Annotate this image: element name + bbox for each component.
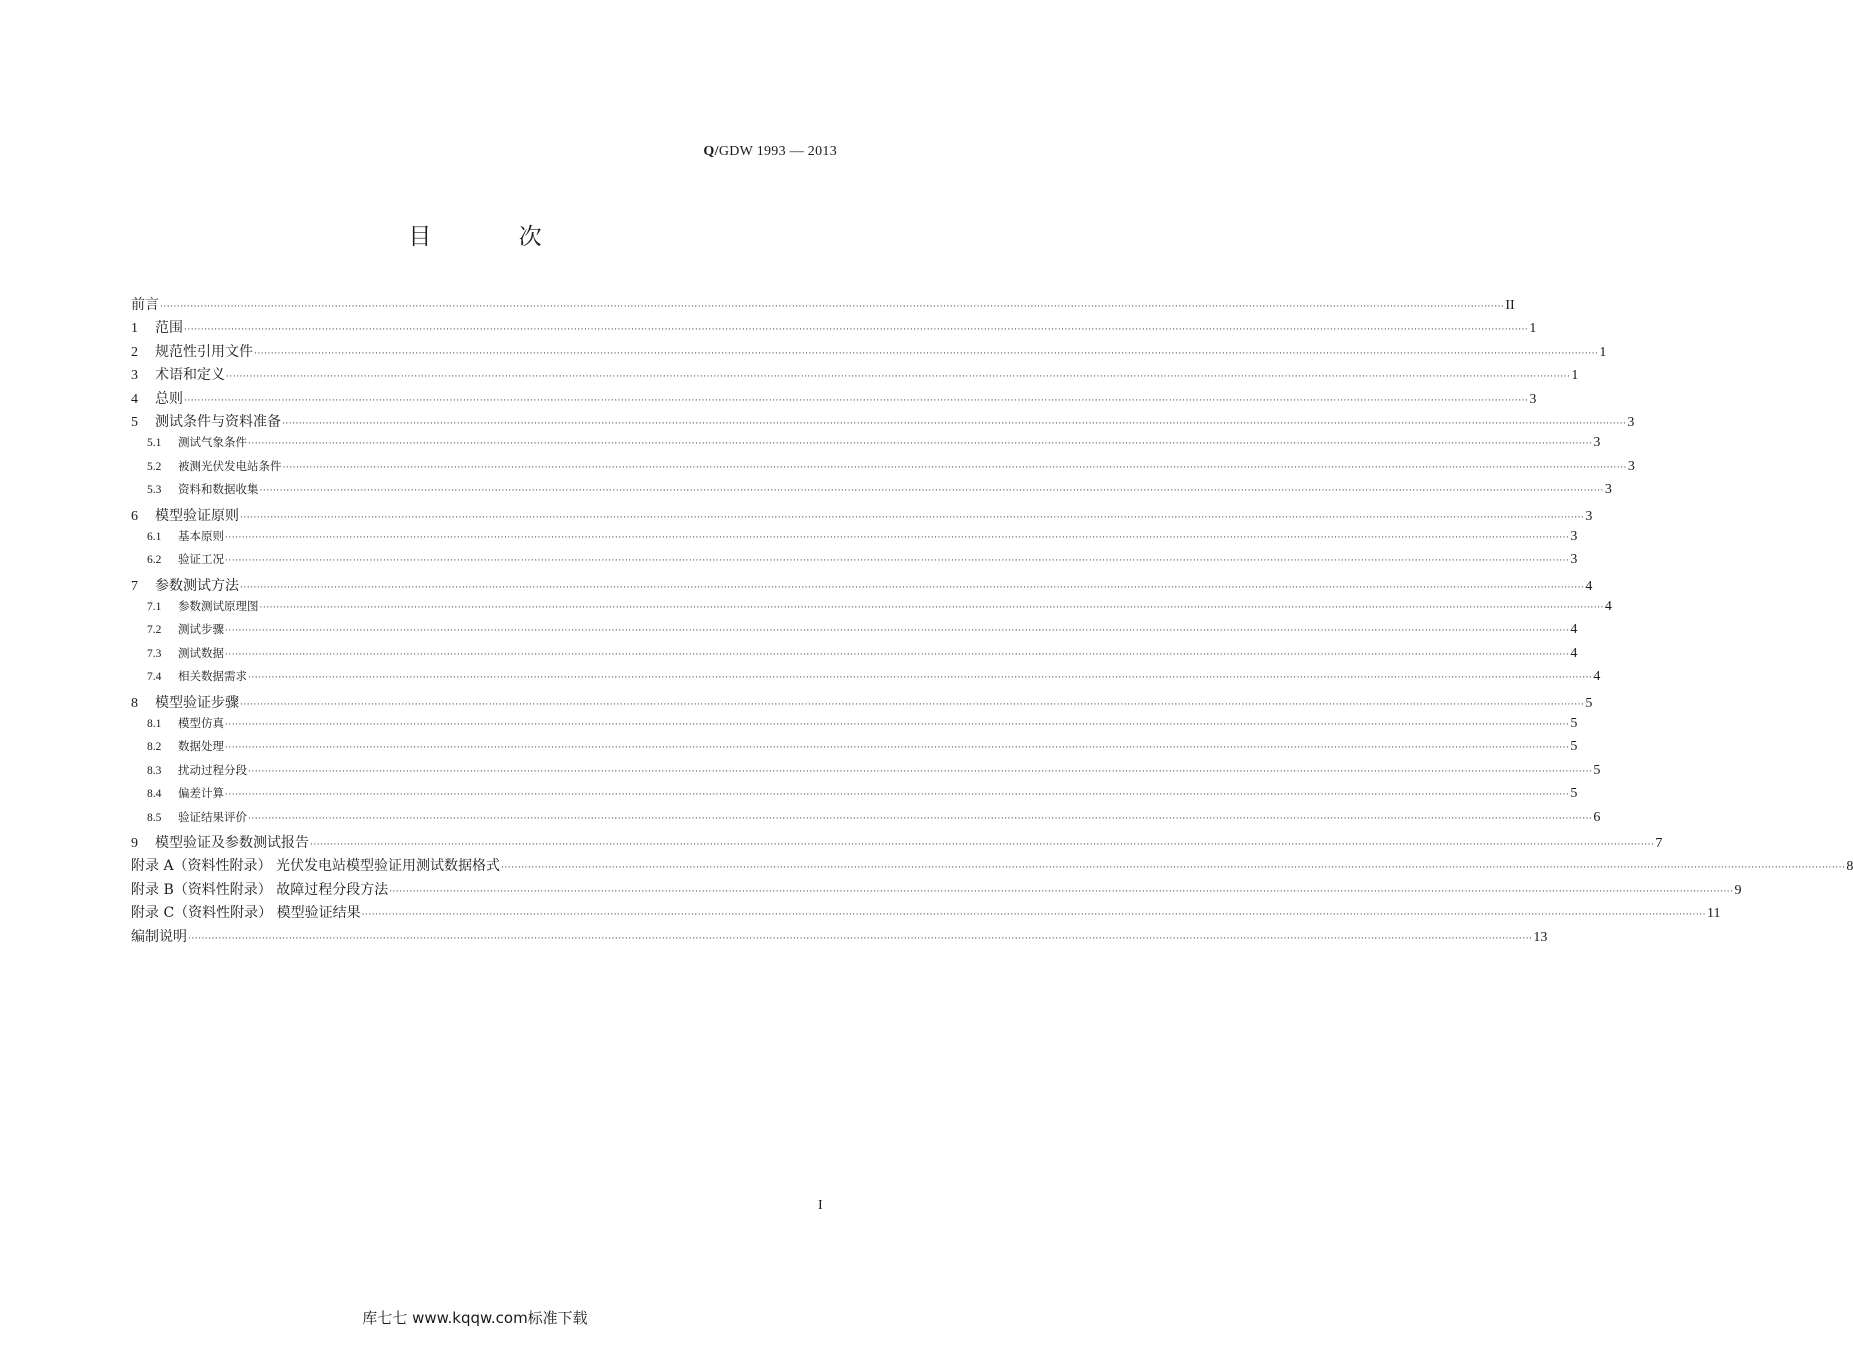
toc-leader-dots: ················································································································································································································································································································································································································ bbox=[361, 910, 1706, 921]
toc-entry[interactable] bbox=[131, 645, 1578, 668]
toc-entry-label bbox=[147, 645, 224, 661]
toc-entry-page: 4 bbox=[1585, 578, 1593, 594]
toc-leader-dots: ················································································································································································································································································································································································································ bbox=[310, 839, 1655, 850]
toc-entry[interactable] bbox=[131, 785, 1578, 808]
toc-entry-number: 5.2 bbox=[147, 460, 162, 473]
toc-entry-label bbox=[147, 762, 247, 778]
toc-entry-number: 7.4 bbox=[147, 671, 162, 684]
toc-entry-page: 3 bbox=[1529, 391, 1537, 407]
toc-entry-page: 4 bbox=[1570, 622, 1578, 638]
toc-entry-text: 模型验证及参数测试报告 bbox=[155, 834, 309, 851]
toc-entry-label bbox=[131, 294, 159, 314]
toc-entry-text: 资料和数据收集 bbox=[178, 482, 259, 497]
toc-entry-text: 前言 bbox=[131, 297, 159, 313]
toc-entry-label bbox=[131, 926, 187, 946]
toc-leader-dots: ················································································································································································································································································································································································································ bbox=[225, 649, 1570, 660]
document-code bbox=[703, 144, 837, 160]
toc-entry-text: 被测光伏发电站条件 bbox=[178, 458, 282, 473]
toc-entry-page: 5 bbox=[1593, 762, 1601, 778]
toc-leader-dots: ················································································································································································································································································································································································································ bbox=[225, 790, 1570, 801]
toc-entry-page: II bbox=[1505, 298, 1515, 313]
toc-leader-dots: ················································································································································································································································································································································································································ bbox=[226, 372, 1571, 383]
toc-entry-page: 1 bbox=[1571, 368, 1579, 384]
toc-entry-label bbox=[131, 341, 253, 361]
toc-entry-text: 模型验证步骤 bbox=[155, 694, 239, 711]
toc-entry[interactable] bbox=[131, 551, 1578, 574]
toc-entry-text: 扰动过程分段 bbox=[178, 762, 247, 777]
toc-entry-label bbox=[147, 785, 224, 801]
toc-entry-label bbox=[147, 481, 259, 497]
toc-entry[interactable] bbox=[131, 317, 1537, 340]
toc-entry-text: 参数测试方法 bbox=[155, 577, 239, 594]
toc-leader-dots: ················································································································································································································································································································································································································ bbox=[248, 439, 1593, 450]
toc-entry[interactable] bbox=[131, 902, 1721, 925]
toc-entry-number: 7.2 bbox=[147, 624, 162, 637]
toc-entry-number: 8.4 bbox=[147, 788, 162, 801]
toc-entry-text: 附录 C（资料性附录） 模型验证结果 bbox=[131, 905, 361, 922]
toc-entry-number: 5.1 bbox=[147, 437, 162, 450]
toc-entry-number: 8.1 bbox=[147, 718, 162, 731]
toc-entry-label bbox=[131, 364, 225, 384]
toc-entry-page: 13 bbox=[1533, 929, 1548, 945]
toc-entry-text: 偏差计算 bbox=[178, 786, 224, 801]
toc-entry-label bbox=[147, 809, 247, 825]
toc-entry-label bbox=[147, 715, 224, 731]
toc-entry-label bbox=[147, 551, 224, 567]
toc-entry-number: 8 bbox=[131, 695, 138, 711]
toc-entry-page: 3 bbox=[1604, 482, 1612, 498]
toc-entry-text: 相关数据需求 bbox=[178, 669, 247, 684]
toc-entry-label bbox=[131, 411, 281, 431]
toc-leader-dots: ················································································································································································································································································································································································································ bbox=[240, 699, 1585, 710]
toc-entry-text: 验证工况 bbox=[178, 552, 224, 567]
toc-entry-page: 3 bbox=[1570, 552, 1578, 568]
toc-leader-dots: ················································································································································································································································································································································································································ bbox=[240, 512, 1585, 523]
toc-leader-dots: ················································································································································································································································································································································································································ bbox=[225, 532, 1570, 543]
table-of-contents bbox=[131, 294, 1853, 949]
toc-entry[interactable] bbox=[131, 434, 1601, 457]
toc-entry-page: 4 bbox=[1593, 669, 1601, 685]
toc-entry-label bbox=[131, 317, 183, 337]
toc-entry-label bbox=[131, 902, 361, 922]
toc-entry-number: 6 bbox=[131, 508, 138, 524]
toc-leader-dots: ················································································································································································································································································································································································································ bbox=[389, 886, 1734, 897]
toc-entry-page: 3 bbox=[1593, 435, 1601, 451]
toc-entry[interactable] bbox=[131, 364, 1579, 387]
toc-entry-page: 4 bbox=[1570, 645, 1578, 661]
toc-entry[interactable] bbox=[131, 481, 1612, 504]
toc-entry-text: 编制说明 bbox=[131, 928, 187, 945]
toc-entry[interactable] bbox=[131, 505, 1593, 528]
toc-entry-number: 5.3 bbox=[147, 484, 162, 497]
toc-entry[interactable] bbox=[131, 598, 1612, 621]
toc-entry-text: 附录 B（资料性附录） 故障过程分段方法 bbox=[131, 881, 389, 898]
toc-entry-label bbox=[131, 855, 500, 875]
toc-entry-text: 验证结果评价 bbox=[178, 809, 247, 824]
toc-entry-number: 6.2 bbox=[147, 554, 162, 567]
toc-entry-text: 测试数据 bbox=[178, 645, 224, 660]
toc-entry-label bbox=[147, 598, 259, 614]
toc-entry[interactable] bbox=[131, 388, 1537, 411]
toc-entry-page: 5 bbox=[1570, 739, 1578, 755]
toc-entry-page: 5 bbox=[1570, 716, 1578, 732]
toc-leader-dots: ················································································································································································································································································································································································································ bbox=[248, 673, 1593, 684]
toc-leader-dots: ················································································································································································································································································································································································································ bbox=[259, 486, 1604, 497]
toc-entry-number: 9 bbox=[131, 835, 138, 851]
toc-entry[interactable] bbox=[131, 926, 1548, 949]
toc-entry[interactable] bbox=[131, 855, 1853, 878]
toc-entry-page: 6 bbox=[1593, 809, 1601, 825]
toc-entry[interactable] bbox=[131, 715, 1578, 738]
toc-entry[interactable] bbox=[131, 692, 1593, 715]
footer-watermark: 库七七 www.kqqw.com标准下载 bbox=[362, 1309, 588, 1327]
toc-entry-label bbox=[147, 668, 247, 684]
toc-entry-page: 3 bbox=[1585, 508, 1593, 524]
toc-leader-dots: ················································································································································································································································································································································································································ bbox=[225, 720, 1570, 731]
toc-entry-label bbox=[131, 388, 183, 408]
toc-entry-page: 3 bbox=[1570, 528, 1578, 544]
toc-leader-dots: ················································································································································································································································································································································································································ bbox=[225, 556, 1570, 567]
toc-leader-dots: ················································································································································································································································································································································································································ bbox=[160, 302, 1505, 312]
toc-entry-number: 1 bbox=[131, 321, 138, 337]
toc-entry-page: 8 bbox=[1846, 859, 1853, 875]
toc-entry-text: 模型仿真 bbox=[178, 716, 224, 731]
toc-leader-dots: ················································································································································································································································································································································································································ bbox=[225, 743, 1570, 754]
toc-entry[interactable] bbox=[131, 762, 1601, 785]
toc-entry-page: 4 bbox=[1604, 599, 1612, 615]
toc-leader-dots: ················································································································································································································································································································································································································ bbox=[240, 582, 1585, 593]
toc-entry-number: 4 bbox=[131, 391, 138, 407]
toc-entry[interactable] bbox=[131, 458, 1635, 481]
toc-entry[interactable] bbox=[131, 341, 1607, 364]
toc-entry-label bbox=[131, 879, 388, 899]
toc-entry-text: 测试条件与资料准备 bbox=[155, 413, 281, 430]
toc-entry-page: 5 bbox=[1585, 695, 1593, 711]
toc-entry-label bbox=[131, 832, 309, 852]
toc-leader-dots: ················································································································································································································································································································································································································ bbox=[282, 418, 1627, 429]
toc-entry-page: 3 bbox=[1627, 414, 1635, 430]
toc-entry-text: 参数测试原理图 bbox=[178, 599, 259, 614]
toc-entry-page: 3 bbox=[1627, 458, 1635, 474]
toc-leader-dots: ················································································································································································································································································································································································································ bbox=[248, 766, 1593, 777]
toc-entry-label bbox=[147, 528, 224, 544]
toc-entry-text: 测试步骤 bbox=[178, 622, 224, 637]
toc-entry[interactable] bbox=[131, 411, 1635, 434]
toc-entry-number: 7.1 bbox=[147, 601, 162, 614]
toc-entry[interactable] bbox=[131, 668, 1601, 691]
toc-entry-page: 1 bbox=[1529, 321, 1537, 337]
toc-entry-page: 11 bbox=[1706, 906, 1721, 922]
toc-entry-page: 1 bbox=[1599, 344, 1607, 360]
toc-entry-number: 8.3 bbox=[147, 764, 162, 777]
toc-entry-label bbox=[131, 575, 239, 595]
toc-entry[interactable] bbox=[131, 809, 1601, 832]
toc-entry[interactable] bbox=[131, 738, 1578, 761]
toc-entry[interactable] bbox=[131, 294, 1515, 317]
toc-entry-label bbox=[147, 458, 282, 474]
toc-entry-text: 范围 bbox=[155, 320, 183, 337]
toc-entry-text: 总则 bbox=[155, 390, 183, 407]
toc-leader-dots: ················································································································································································································································································································································································································ bbox=[254, 348, 1599, 359]
toc-entry-number: 8.2 bbox=[147, 741, 162, 754]
toc-entry[interactable] bbox=[131, 879, 1742, 902]
toc-entry-text: 规范性引用文件 bbox=[155, 343, 253, 360]
toc-leader-dots: ················································································································································································································································································································································································································ bbox=[188, 933, 1533, 944]
toc-entry-page: 9 bbox=[1734, 882, 1742, 898]
toc-entry-number: 7 bbox=[131, 578, 138, 594]
document-code-number: GDW 1993 — 2013 bbox=[718, 144, 837, 159]
toc-leader-dots: ················································································································································································································································································································································································································ bbox=[248, 813, 1593, 824]
toc-entry-number: 7.3 bbox=[147, 647, 162, 660]
toc-leader-dots: ················································································································································································································································································································································································································ bbox=[184, 325, 1529, 336]
toc-leader-dots: ················································································································································································································································································································································································································ bbox=[501, 863, 1846, 874]
toc-entry-text: 附录 A（资料性附录） 光伏发电站模型验证用测试数据格式 bbox=[131, 858, 501, 875]
toc-entry-number: 3 bbox=[131, 368, 138, 384]
toc-entry-number: 5 bbox=[131, 414, 138, 430]
toc-entry-text: 数据处理 bbox=[178, 739, 224, 754]
toc-entry-text: 基本原则 bbox=[178, 528, 224, 543]
toc-entry-page: 5 bbox=[1570, 786, 1578, 802]
toc-entry-text: 模型验证原则 bbox=[155, 507, 239, 524]
toc-entry-number: 2 bbox=[131, 344, 138, 360]
toc-leader-dots: ················································································································································································································································································································································································································ bbox=[184, 395, 1529, 406]
toc-entry[interactable] bbox=[131, 621, 1578, 644]
toc-title: 目 次 bbox=[408, 224, 582, 250]
toc-entry-label bbox=[147, 621, 224, 637]
toc-leader-dots: ················································································································································································································································································································································································································ bbox=[259, 603, 1604, 614]
toc-entry-label bbox=[131, 505, 239, 525]
toc-leader-dots: ················································································································································································································································································································································································································ bbox=[225, 626, 1570, 637]
toc-entry-number: 8.5 bbox=[147, 811, 162, 824]
toc-entry[interactable] bbox=[131, 575, 1593, 598]
document-code-prefix: Q/ bbox=[703, 144, 719, 159]
toc-entry-label bbox=[147, 434, 247, 450]
toc-entry[interactable] bbox=[131, 528, 1578, 551]
toc-entry-text: 术语和定义 bbox=[155, 367, 225, 384]
toc-entry-label bbox=[147, 738, 224, 754]
toc-entry-number: 6.1 bbox=[147, 530, 162, 543]
toc-entry-page: 7 bbox=[1655, 835, 1663, 851]
toc-entry-label bbox=[131, 692, 239, 712]
toc-leader-dots: ················································································································································································································································································································································································································ bbox=[282, 462, 1627, 473]
page-number: I bbox=[818, 1198, 823, 1213]
toc-entry-text: 测试气象条件 bbox=[178, 435, 247, 450]
toc-entry[interactable] bbox=[131, 832, 1663, 855]
